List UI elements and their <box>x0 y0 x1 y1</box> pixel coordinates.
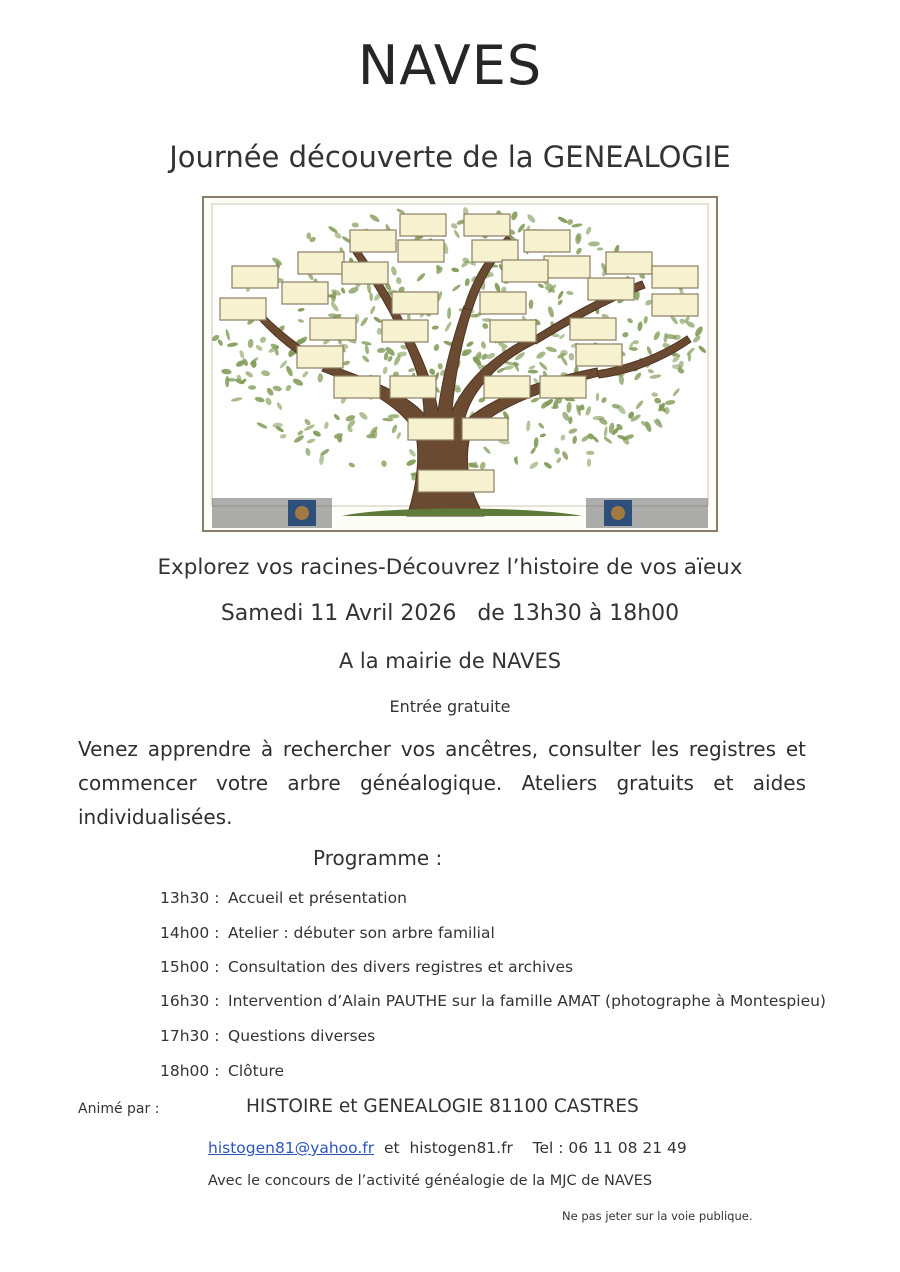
programme-time: 17h30 : <box>160 1027 220 1045</box>
programme-time: 15h00 : <box>160 958 220 976</box>
programme-label: Questions diverses <box>228 1027 376 1045</box>
website-text: histogen81.fr <box>409 1139 513 1157</box>
page-subtitle: Journée découverte de la GENEALOGIE <box>169 140 731 174</box>
programme-label: Accueil et présentation <box>228 889 407 907</box>
programme-time: 14h00 : <box>160 924 220 942</box>
programme-time: 16h30 : <box>160 992 220 1010</box>
programme-label: Atelier : débuter son arbre familial <box>228 924 495 942</box>
family-tree-illustration <box>202 196 718 532</box>
programme-item <box>160 958 573 976</box>
event-date: Samedi 11 Avril 2026 <box>220 601 457 626</box>
contact-line <box>208 1139 687 1157</box>
event-date-time <box>0 601 900 626</box>
programme-item <box>160 924 495 942</box>
event-entry: Entrée gratuite <box>389 697 511 716</box>
event-venue: A la mairie de NAVES <box>338 649 562 673</box>
litter-notice: Ne pas jeter sur la voie publique. <box>562 1209 753 1223</box>
programme-item <box>160 992 826 1010</box>
programme-label: Consultation des divers registres et archives <box>228 958 574 976</box>
mjc-credit: Avec le concours de l’activité généalogie de la MJC de NAVES <box>208 1173 653 1189</box>
organiser-name: HISTOIRE et GENEALOGIE 81100 CASTRES <box>246 1096 639 1117</box>
programme-label: Clôture <box>228 1062 285 1080</box>
animated-by-label: Animé par : <box>78 1101 160 1117</box>
contact-connector: et <box>384 1139 400 1157</box>
programme-heading: Programme : <box>313 846 443 870</box>
programme-item <box>160 889 407 907</box>
programme-time: 18h00 : <box>160 1062 220 1080</box>
phone-text: Tel : 06 11 08 21 49 <box>532 1139 687 1157</box>
event-time: de 13h30 à 18h00 <box>477 601 680 626</box>
programme-item <box>160 1062 284 1080</box>
programme-time: 13h30 : <box>160 889 220 907</box>
page-title: NAVES <box>357 34 543 97</box>
programme-item <box>160 1027 375 1045</box>
event-description: Venez apprendre à rechercher vos ancêtres, consulter les registres et commencer votre arbre généalogique. Ateliers gratuits et aides individualisées. <box>78 737 806 829</box>
email-link[interactable]: histogen81@yahoo.fr <box>208 1139 375 1157</box>
event-tagline: Explorez vos racines-Découvrez l’histoire de vos aïeux <box>157 555 743 580</box>
programme-label: Intervention d’Alain PAUTHE sur la famille AMAT (photographe à Montespieu) <box>228 992 826 1010</box>
